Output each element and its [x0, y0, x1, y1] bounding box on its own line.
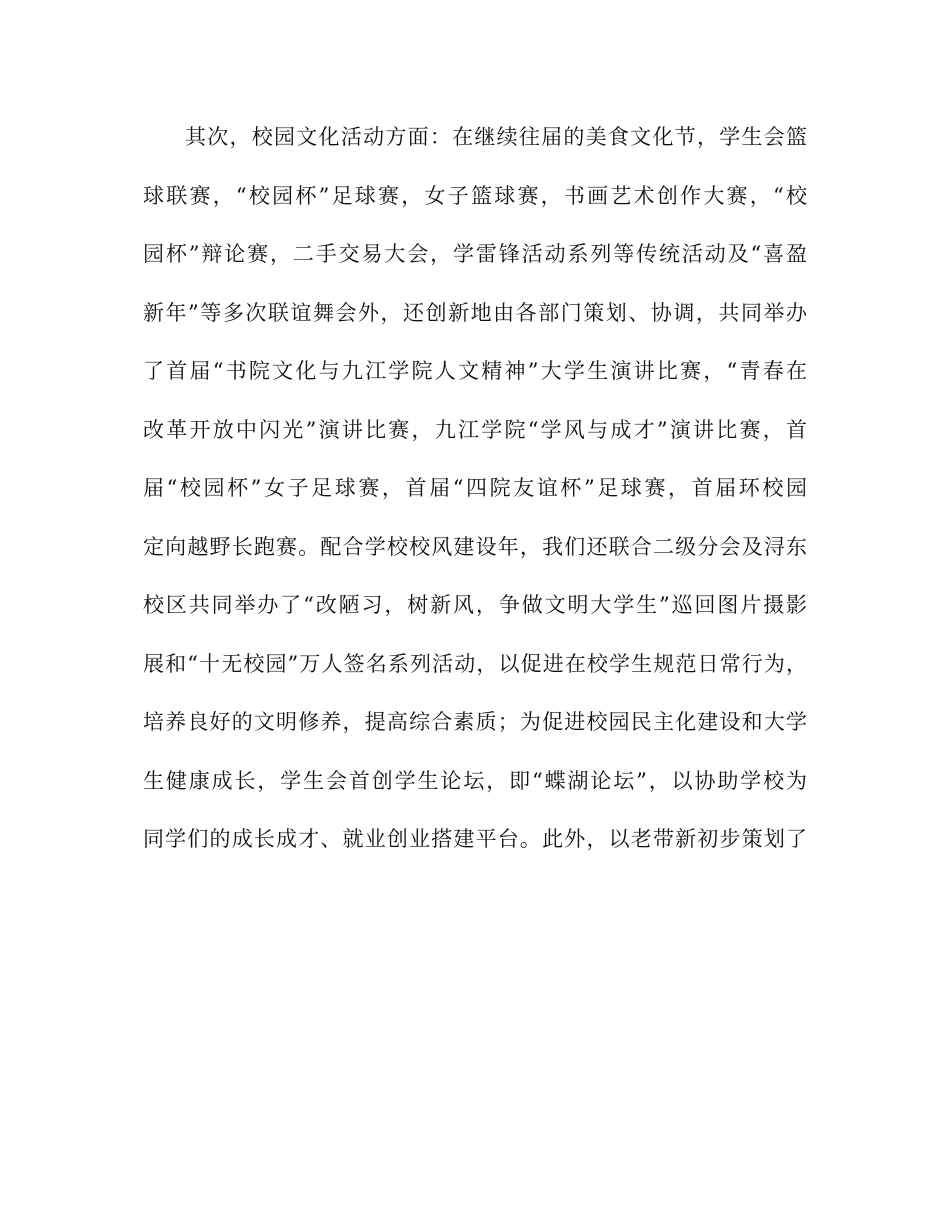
paragraph-line-4: 新年”等多次联谊舞会外，还创新地由各部门策划、协调，共同举办 — [143, 300, 807, 325]
paragraph-line-7: 届“校园杯”女子足球赛，首届“四院友谊杯”足球赛，首届环校园 — [143, 476, 807, 500]
paragraph-line-9: 校区共同举办了“改陋习，树新风，争做文明大学生”巡回图片摄影 — [143, 593, 807, 617]
paragraph-line-6: 改革开放中闪光”演讲比赛，九江学院“学风与成才”演讲比赛，首 — [143, 417, 807, 442]
body-paragraph — [143, 127, 807, 888]
paragraph-line-11: 培养良好的文明修养，提高综合素质；为促进校园民主化建设和大学 — [143, 710, 807, 734]
paragraph-line-2: 球联赛，“校园杯”足球赛，女子篮球赛，书画艺术创作大赛，“校 — [143, 183, 807, 208]
paragraph-line-5: 了首届“书院文化与九江学院人文精神”大学生演讲比赛，“青春在 — [143, 359, 807, 383]
paragraph-line-12: 生健康成长，学生会首创学生论坛，即“蝶湖论坛”，以协助学校为 — [143, 768, 807, 793]
paragraph-line-3: 园杯”辩论赛，二手交易大会，学雷锋活动系列等传统活动及“喜盈 — [143, 242, 807, 266]
paragraph-line-13: 同学们的成长成才、就业创业搭建平台。此外，以老带新初步策划了 — [143, 827, 807, 851]
paragraph-line-8: 定向越野长跑赛。配合学校校风建设年，我们还联合二级分会及浔东 — [143, 534, 807, 559]
paragraph-line-10: 展和“十无校园”万人签名系列活动，以促进在校学生规范日常行为， — [143, 651, 807, 676]
paragraph-line-1: 其次，校园文化活动方面：在继续往届的美食文化节，学生会篮 — [185, 125, 807, 149]
